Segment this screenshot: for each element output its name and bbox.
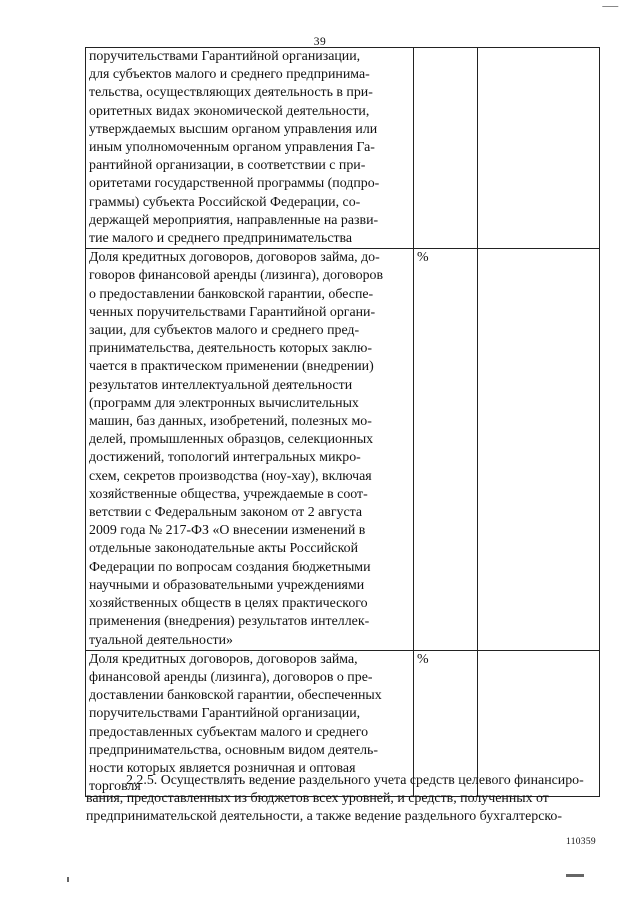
text-line: делей, промышленных образцов, селекционных xyxy=(89,432,374,448)
text-line: тельства, осуществляющих деятельность в при- xyxy=(89,85,373,101)
text-line: хозяйственные общества, учреждаемые в соот- xyxy=(89,486,368,502)
unit-cell: % xyxy=(414,650,478,797)
text-line: поручительствами Гарантийной организации, xyxy=(89,706,361,722)
text-line: держащей мероприятия, направленные на разви- xyxy=(89,212,379,228)
text-line: граммы) субъекта Российской Федерации, со- xyxy=(89,194,361,210)
text-line: Федерации по вопросам создания бюджетными xyxy=(89,559,371,575)
text-line: предоставленных субъектам малого и среднего xyxy=(89,724,369,740)
text-line: оритетных видах экономической деятельности, xyxy=(89,103,370,119)
text-line: туальной деятельности» xyxy=(89,632,233,648)
paragraph-line: вания, предоставленных из бюджетов всех уровней, и средств, полученных от xyxy=(86,791,549,807)
indicators-table xyxy=(85,47,600,797)
text-line: (программ для электронных вычислительных xyxy=(89,395,359,411)
text-line: достижений, топологий интегральных микро- xyxy=(89,450,361,466)
text-line: оритетами государственной программы (подпро- xyxy=(89,176,380,192)
text-line: Доля кредитных договоров, договоров займа, xyxy=(89,651,358,667)
text-line: говоров финансовой аренды (лизинга), договоров xyxy=(89,268,384,284)
text-line: финансовой аренды (лизинга), договоров о пре- xyxy=(89,669,373,685)
text-line: 2009 года № 217-ФЗ «О внесении изменений в xyxy=(89,523,366,539)
table-row xyxy=(86,48,600,249)
text-line: зации, для субъектов малого и среднего пред- xyxy=(89,323,360,339)
text-line: иным уполномоченным органом управления Га- xyxy=(89,140,375,156)
text-line: ченных поручительствами Гарантийной органи- xyxy=(89,304,376,320)
text-line: тие малого и среднего предпринимательства xyxy=(89,231,353,247)
text-line: отдельные законодательные акты Российской xyxy=(89,541,359,557)
text-line: Доля кредитных договоров, договоров займа, до- xyxy=(89,250,380,266)
text-line: утверждаемых высшим органом управления или xyxy=(89,121,378,137)
page-number: 39 xyxy=(313,36,327,48)
text-line: хозяйственных обществ в целях практического xyxy=(89,596,368,612)
text-line: схем, секретов производства (ноу-хау), включая xyxy=(89,468,372,484)
unit-cell xyxy=(414,48,478,249)
text-line: доставлении банковской гарантии, обеспеченных xyxy=(89,688,382,704)
text-line: поручительствами Гарантийной организации, xyxy=(89,49,361,64)
document-code: 110359 xyxy=(566,837,596,847)
text-line: применения (внедрения) результатов интеллек- xyxy=(89,614,370,630)
text-line: научными и образовательными учреждениями xyxy=(89,577,365,593)
text-line: ветствии с Федеральным законом от 2 августа xyxy=(89,505,363,521)
text-line: принимательства, деятельность которых заклю- xyxy=(89,341,372,357)
value-cell xyxy=(478,249,600,650)
text-line: чается в практическом применении (внедрении) xyxy=(89,359,374,375)
table-row xyxy=(86,249,600,650)
text-line: рантийной организации, в соответствии с при- xyxy=(89,158,366,174)
text-line: предпринимательства, основным видом деятель- xyxy=(89,742,379,758)
scan-speck xyxy=(67,877,69,882)
scan-corner-mark xyxy=(602,0,622,7)
paragraph-line: 2.2.5. Осуществлять ведение раздельного учета средств целевого финансиро- xyxy=(126,773,584,788)
text-line: о предоставлении банковской гарантии, обеспе- xyxy=(89,286,374,302)
value-cell xyxy=(478,48,600,249)
text-line: для субъектов малого и среднего предпринима- xyxy=(89,67,370,83)
text-line: машин, баз данных, изобретений, полезных мо- xyxy=(89,414,372,430)
scan-speck xyxy=(566,874,584,877)
section-paragraph xyxy=(86,772,610,827)
text-line: торговля xyxy=(89,779,141,795)
paragraph-line: предпринимательской деятельности, а также ведение раздельного бухгалтерско- xyxy=(86,809,562,825)
text-line: результатов интеллектуальной деятельности xyxy=(89,377,353,393)
unit-cell: % xyxy=(414,249,478,650)
text-line: ности которых является розничная и оптовая xyxy=(89,760,356,776)
indicator-description-cell xyxy=(86,249,414,650)
indicator-description-cell xyxy=(86,48,414,249)
